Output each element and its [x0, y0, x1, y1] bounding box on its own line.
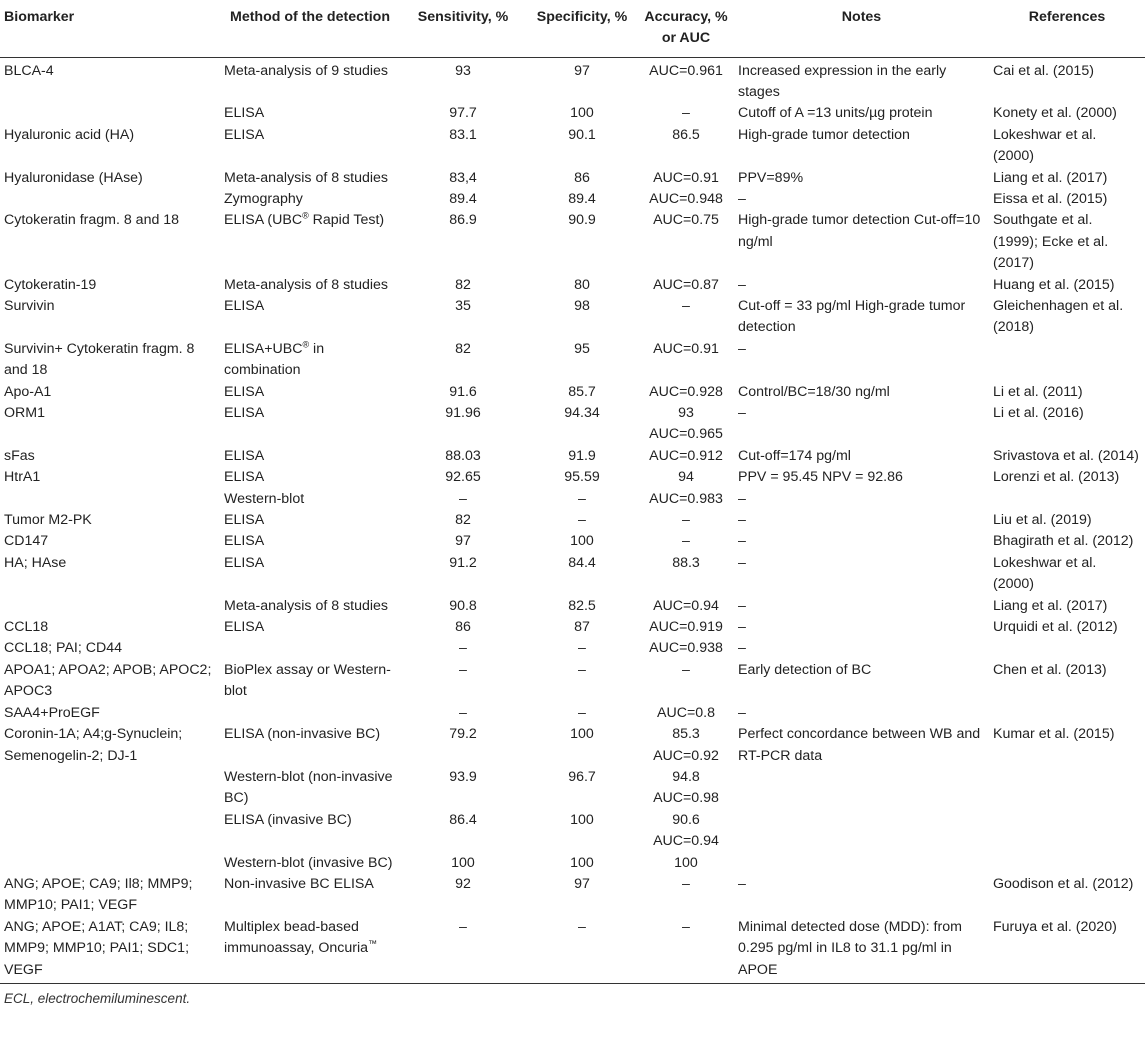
- cell-specificity: –: [578, 918, 586, 935]
- table-row: [0, 531, 1145, 552]
- cell-notes: High-grade tumor detection: [738, 126, 910, 143]
- header-sensitivity: Sensitivity, %: [400, 0, 526, 57]
- cell-method: ELISA: [224, 554, 265, 571]
- cell-notes: –: [738, 704, 746, 721]
- cell-sensitivity: 88.03: [445, 447, 481, 464]
- cell-notes: –: [738, 490, 746, 507]
- cell-method: Western-blot (invasive BC): [224, 854, 393, 871]
- cell-notes: –: [738, 190, 746, 207]
- table-row: [0, 189, 1145, 210]
- cell-accuracy: –: [682, 661, 690, 678]
- cell-specificity: –: [578, 704, 586, 721]
- table-body: [0, 57, 1145, 983]
- cell-reference: [989, 638, 1145, 659]
- table-row: [0, 853, 1145, 874]
- cell-accuracy: –: [682, 105, 690, 122]
- cell-method: Western-blot: [224, 490, 305, 507]
- cell-accuracy: 100: [674, 854, 698, 871]
- cell-biomarker: [0, 810, 220, 853]
- table-row: [0, 382, 1145, 403]
- table-row: [0, 103, 1145, 124]
- cell-sensitivity: 91.6: [449, 383, 477, 400]
- cell-biomarker: [0, 853, 220, 874]
- cell-biomarker: ANG; APOE; CA9; Il8; MMP9; MMP10; PAI1; VEGF: [4, 875, 193, 914]
- table-row: [0, 660, 1145, 703]
- cell-biomarker: SAA4+ProEGF: [4, 704, 100, 721]
- cell-specificity: 82.5: [568, 597, 596, 614]
- cell-sensitivity: –: [459, 490, 467, 507]
- cell-method: Multiplex bead-based immunoassay, Oncuria™: [224, 918, 378, 957]
- cell-notes: PPV=89%: [738, 169, 804, 186]
- cell-accuracy: 94: [678, 469, 694, 486]
- cell-biomarker: CCL18; PAI; CD44: [4, 640, 123, 657]
- cell-method: Meta-analysis of 8 studies: [224, 597, 389, 614]
- cell-notes: –: [738, 875, 746, 892]
- cell-sensitivity: 93: [455, 62, 471, 79]
- cell-reference: [989, 810, 1145, 853]
- cell-sensitivity: 83.1: [449, 126, 477, 143]
- header-specificity: Specificity, %: [526, 0, 638, 57]
- cell-specificity: 96.7: [568, 768, 596, 785]
- cell-sensitivity: 35: [455, 297, 471, 314]
- cell-specificity: 94.34: [564, 405, 600, 421]
- cell-method: ELISA (non-invasive BC): [224, 726, 381, 743]
- cell-notes: Perfect concordance between WB and RT-PCR data: [738, 726, 981, 764]
- cell-specificity: –: [578, 661, 586, 678]
- cell-sensitivity: 86.9: [449, 212, 477, 229]
- cell-notes: –: [738, 554, 746, 571]
- cell-specificity: –: [578, 490, 586, 507]
- cell-sensitivity: –: [459, 661, 467, 678]
- cell-accuracy: AUC=0.919: [649, 619, 723, 636]
- cell-method: ELISA+UBC® in combination: [224, 339, 325, 379]
- cell-reference: [989, 703, 1145, 724]
- cell-biomarker: Tumor M2-PK: [4, 512, 92, 529]
- cell-specificity: 97: [574, 875, 590, 892]
- cell-biomarker: Hyaluronic acid (HA): [4, 126, 135, 143]
- cell-notes: –: [738, 533, 746, 550]
- cell-method: ELISA: [224, 297, 265, 314]
- cell-method: ELISA: [224, 533, 265, 550]
- table-row: [0, 810, 1145, 853]
- cell-method: Western-blot (non-invasive BC): [224, 768, 393, 807]
- cell-notes: Control/BC=18/30 ng/ml: [738, 383, 890, 400]
- cell-biomarker: [0, 767, 220, 810]
- table-row: [0, 638, 1145, 659]
- table-row: [0, 296, 1145, 339]
- cell-notes: –: [738, 512, 746, 529]
- table-row: [0, 275, 1145, 296]
- cell-accuracy: AUC=0.912: [649, 447, 723, 464]
- table-row: [0, 917, 1145, 983]
- cell-method: ELISA: [224, 126, 265, 143]
- cell-notes: [734, 810, 989, 853]
- cell-accuracy: 94.8 AUC=0.98: [653, 768, 719, 807]
- cell-notes: Minimal detected dose (MDD): from 0.295 pg/ml in IL8 to 31.1 pg/ml in APOE: [738, 918, 962, 978]
- header-biomarker: Biomarker: [0, 0, 220, 57]
- cell-notes: [734, 767, 989, 810]
- cell-method: ELISA (invasive BC): [224, 811, 352, 828]
- cell-reference: [989, 339, 1145, 382]
- cell-method: ELISA: [224, 469, 265, 486]
- cell-method: ELISA: [224, 512, 265, 529]
- cell-sensitivity: 97.7: [449, 105, 477, 122]
- cell-specificity: –: [578, 640, 586, 657]
- cell-method: ELISA: [224, 383, 265, 400]
- cell-accuracy: 85.3 AUC=0.92: [653, 726, 719, 764]
- cell-notes: –: [738, 597, 746, 614]
- cell-notes: Increased expression in the early stages: [738, 62, 947, 100]
- cell-biomarker: CCL18: [4, 619, 49, 636]
- cell-biomarker: HA; HAse: [4, 554, 67, 571]
- table-row: [0, 724, 1145, 767]
- cell-reference: Bhagirath et al. (2012): [993, 533, 1134, 550]
- table-row: [0, 489, 1145, 510]
- cell-sensitivity: 100: [451, 854, 475, 871]
- cell-sensitivity: 82: [455, 340, 471, 357]
- cell-specificity: 80: [574, 276, 590, 293]
- cell-biomarker: CD147: [4, 533, 49, 550]
- cell-reference: Liang et al. (2017): [993, 597, 1108, 614]
- cell-accuracy: –: [682, 918, 690, 935]
- cell-method: Non-invasive BC ELISA: [224, 875, 374, 892]
- cell-specificity: 87: [574, 619, 590, 636]
- header-row: [0, 0, 1145, 57]
- cell-reference: Goodison et al. (2012): [993, 875, 1134, 892]
- table-row: [0, 617, 1145, 638]
- cell-specificity: 91.9: [568, 447, 596, 464]
- header-references: References: [989, 0, 1145, 57]
- cell-sensitivity: 86: [455, 619, 471, 636]
- cell-specificity: 100: [570, 811, 594, 828]
- cell-sensitivity: 82: [455, 276, 471, 293]
- cell-method: ELISA: [224, 447, 265, 464]
- cell-specificity: 86: [574, 169, 590, 186]
- cell-reference: [989, 853, 1145, 874]
- cell-biomarker: Apo-A1: [4, 383, 52, 400]
- cell-reference: Lorenzi et al. (2013): [993, 469, 1120, 486]
- cell-sensitivity: 97: [455, 533, 471, 550]
- cell-specificity: 97: [574, 62, 590, 79]
- cell-biomarker: Cytokeratin fragm. 8 and 18: [4, 212, 180, 229]
- cell-biomarker: HtrA1: [4, 469, 41, 486]
- cell-specificity: 100: [570, 854, 594, 871]
- cell-notes: –: [738, 619, 746, 636]
- table-row: [0, 57, 1145, 103]
- cell-method: ELISA: [224, 619, 265, 636]
- table-row: [0, 596, 1145, 617]
- cell-sensitivity: 91.96: [445, 405, 481, 421]
- cell-sensitivity: 92: [455, 875, 471, 892]
- cell-specificity: 100: [570, 105, 594, 122]
- cell-sensitivity: –: [459, 918, 467, 935]
- cell-method: BioPlex assay or Western-blot: [224, 661, 391, 700]
- cell-sensitivity: –: [459, 704, 467, 721]
- cell-accuracy: AUC=0.91: [653, 340, 719, 357]
- table-row: [0, 767, 1145, 810]
- cell-reference: Southgate et al. (1999); Ecke et al. (2017): [993, 212, 1109, 272]
- cell-method: [220, 638, 400, 659]
- cell-notes: [734, 853, 989, 874]
- cell-biomarker: Cytokeratin-19: [4, 276, 97, 293]
- cell-reference: Chen et al. (2013): [993, 661, 1107, 678]
- cell-method: Meta-analysis of 9 studies: [224, 62, 389, 79]
- cell-accuracy: AUC=0.928: [649, 383, 723, 400]
- cell-method: Meta-analysis of 8 studies: [224, 169, 389, 186]
- cell-specificity: 84.4: [568, 554, 596, 571]
- cell-sensitivity: 86.4: [449, 811, 477, 828]
- cell-reference: Liang et al. (2017): [993, 169, 1108, 186]
- cell-accuracy: AUC=0.961: [649, 62, 723, 79]
- cell-reference: Konety et al. (2000): [993, 105, 1117, 122]
- footnote: ECL, electrochemiluminescent.: [4, 990, 191, 1006]
- cell-accuracy: AUC=0.94: [653, 597, 719, 614]
- table-row: [0, 446, 1145, 467]
- table-row: [0, 874, 1145, 917]
- cell-reference: [989, 489, 1145, 510]
- cell-biomarker: ANG; APOE; A1AT; CA9; IL8; MMP9; MMP10; PAI1; SDC1; VEGF: [4, 918, 190, 978]
- cell-notes: –: [738, 640, 746, 657]
- table-row: [0, 339, 1145, 382]
- cell-sensitivity: 83,4: [449, 169, 477, 186]
- cell-reference: Eissa et al. (2015): [993, 190, 1108, 207]
- cell-specificity: 98: [574, 297, 590, 314]
- cell-accuracy: –: [682, 297, 690, 314]
- cell-sensitivity: 93.9: [449, 768, 477, 785]
- cell-accuracy: –: [682, 533, 690, 550]
- table-row: [0, 510, 1145, 531]
- cell-accuracy: AUC=0.8: [657, 704, 715, 721]
- table-row: [0, 553, 1145, 596]
- cell-reference: Li et al. (2011): [993, 383, 1083, 400]
- cell-biomarker: Hyaluronidase (HAse): [4, 169, 143, 186]
- header-method: Method of the detection: [220, 0, 400, 57]
- cell-sensitivity: 91.2: [449, 554, 477, 571]
- cell-biomarker: [0, 189, 220, 210]
- cell-sensitivity: –: [459, 640, 467, 657]
- cell-accuracy: –: [682, 512, 690, 529]
- cell-accuracy: AUC=0.75: [653, 212, 719, 229]
- cell-method: Meta-analysis of 8 studies: [224, 276, 389, 293]
- cell-accuracy: AUC=0.91: [653, 169, 719, 186]
- cell-reference: Kumar et al. (2015): [993, 726, 1115, 743]
- cell-accuracy: AUC=0.938: [649, 640, 723, 657]
- cell-specificity: 89.4: [568, 190, 596, 207]
- cell-reference: Lokeshwar et al. (2000): [993, 554, 1097, 593]
- cell-reference: Li et al. (2016): [993, 405, 1084, 421]
- cell-reference: Lokeshwar et al. (2000): [993, 126, 1097, 165]
- cell-biomarker: [0, 103, 220, 124]
- cell-biomarker: Coronin-1A; A4;g-Synuclein; Semenogelin-2; DJ-1: [4, 726, 183, 764]
- cell-biomarker: sFas: [4, 447, 35, 464]
- cell-specificity: 95.59: [564, 469, 600, 486]
- cell-biomarker: APOA1; APOA2; APOB; APOC2; APOC3: [4, 661, 212, 700]
- cell-specificity: 90.1: [568, 126, 596, 143]
- cell-method: Zymography: [224, 190, 303, 207]
- table-row: [0, 703, 1145, 724]
- cell-reference: Liu et al. (2019): [993, 512, 1092, 529]
- cell-specificity: 95: [574, 340, 590, 357]
- cell-notes: Early detection of BC: [738, 661, 872, 678]
- cell-notes: Cutoff of A =13 units/µg protein: [738, 105, 933, 122]
- cell-sensitivity: 79.2: [449, 726, 477, 743]
- cell-notes: –: [738, 276, 746, 293]
- cell-notes: –: [738, 340, 746, 357]
- cell-reference: Cai et al. (2015): [993, 62, 1094, 79]
- cell-specificity: –: [578, 512, 586, 529]
- cell-notes: PPV = 95.45 NPV = 92.86: [738, 469, 903, 486]
- cell-biomarker: Survivin: [4, 297, 55, 314]
- cell-biomarker: ORM1: [4, 405, 45, 421]
- cell-reference: Furuya et al. (2020): [993, 918, 1117, 935]
- cell-accuracy: AUC=0.87: [653, 276, 719, 293]
- cell-accuracy: AUC=0.983: [649, 490, 723, 507]
- cell-notes: –: [738, 405, 746, 421]
- cell-accuracy: AUC=0.948: [649, 190, 723, 207]
- cell-reference: [989, 767, 1145, 810]
- table-row: [0, 125, 1145, 168]
- cell-specificity: 85.7: [568, 383, 596, 400]
- cell-specificity: 100: [570, 726, 594, 743]
- table-row: [0, 467, 1145, 488]
- cell-biomarker: [0, 489, 220, 510]
- cell-accuracy: 88.3: [672, 554, 700, 571]
- cell-accuracy: 93 AUC=0.965: [649, 405, 723, 443]
- table-row: [0, 168, 1145, 189]
- cell-sensitivity: 89.4: [449, 190, 477, 207]
- cell-sensitivity: 90.8: [449, 597, 477, 614]
- cell-reference: Huang et al. (2015): [993, 276, 1115, 293]
- cell-biomarker: BLCA-4: [4, 62, 54, 79]
- cell-accuracy: 90.6 AUC=0.94: [653, 811, 719, 850]
- cell-method: ELISA: [224, 105, 265, 122]
- table-row: [0, 403, 1145, 446]
- cell-specificity: 100: [570, 533, 594, 550]
- cell-notes: High-grade tumor detection Cut-off=10 ng/ml: [738, 212, 981, 250]
- cell-accuracy: 86.5: [672, 126, 700, 143]
- cell-notes: Cut-off=174 pg/ml: [738, 447, 851, 464]
- table-row: [0, 210, 1145, 274]
- header-accuracy: Accuracy, % or AUC: [638, 0, 734, 57]
- cell-biomarker: [0, 596, 220, 617]
- cell-sensitivity: 92.65: [445, 469, 481, 486]
- cell-reference: Urquidi et al. (2012): [993, 619, 1118, 636]
- cell-sensitivity: 82: [455, 512, 471, 529]
- header-notes: Notes: [734, 0, 989, 57]
- cell-method: [220, 703, 400, 724]
- cell-accuracy: –: [682, 875, 690, 892]
- cell-reference: Srivastova et al. (2014): [993, 447, 1139, 464]
- cell-notes: Cut-off = 33 pg/ml High-grade tumor detection: [738, 297, 966, 336]
- cell-method: ELISA: [224, 405, 265, 421]
- cell-reference: Gleichenhagen et al. (2018): [993, 297, 1124, 336]
- cell-method: ELISA (UBC® Rapid Test): [224, 210, 385, 229]
- cell-biomarker: Survivin+ Cytokeratin fragm. 8 and 18: [4, 340, 195, 379]
- cell-specificity: 90.9: [568, 212, 596, 229]
